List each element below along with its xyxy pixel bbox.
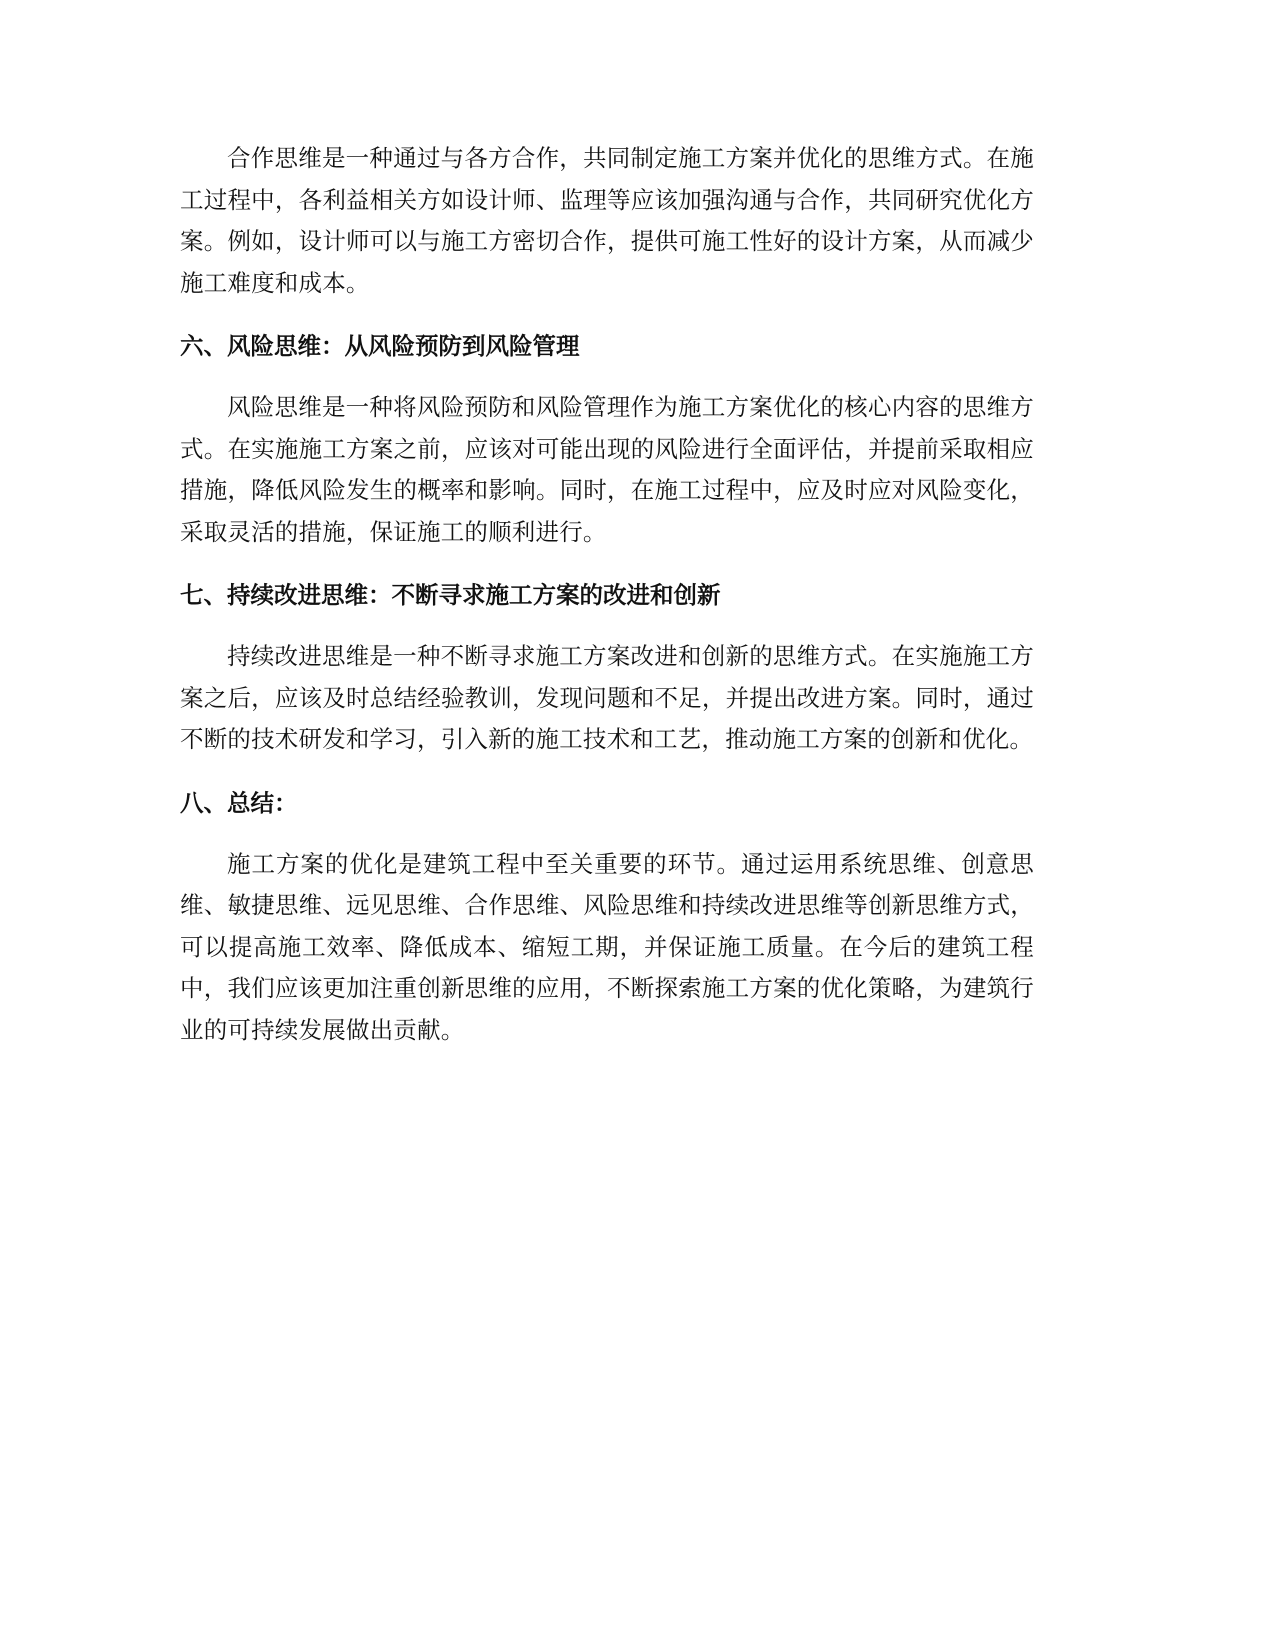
paragraph-summary: 施工方案的优化是建筑工程中至关重要的环节。通过运用系统思维、创意思维、敏捷思维、远见思维、合作思维、风险思维和持续改进思维等创新思维方式，可以提高施工效率、降低成本、缩短工期，并保证施工质量。在今后的建筑工程中，我们应该更加注重创新思维的应用，不断探索施工方案的优化策略，为建筑行业的可持续发展做出贡献。: [180, 849, 1034, 1044]
section-heading-six: 六、风险思维：从风险预防到风险管理: [180, 332, 580, 360]
document-page: [180, 138, 1034, 1073]
section-heading-eight: 八、总结：: [180, 788, 298, 817]
paragraph-cooperative-thinking: 合作思维是一种通过与各方合作，共同制定施工方案并优化的思维方式。在施工过程中，各利益相关方如设计师、监理等应该加强沟通与合作，共同研究优化方案。例如，设计师可以与施工方密切合作，提供可施工性好的设计方案，从而减少施工难度和成本。: [180, 144, 1034, 297]
paragraph-risk-thinking: 风险思维是一种将风险预防和风险管理作为施工方案优化的核心内容的思维方式。在实施施工方案之前，应该对可能出现的风险进行全面评估，并提前采取相应措施，降低风险发生的概率和影响。同时，在施工过程中，应及时应对风险变化，采取灵活的措施，保证施工的顺利进行。: [180, 393, 1034, 546]
section-heading-seven: 七、持续改进思维：不断寻求施工方案的改进和创新: [180, 581, 721, 609]
paragraph-continuous-improvement: 持续改进思维是一种不断寻求施工方案改进和创新的思维方式。在实施施工方案之后，应该及时总结经验教训，发现问题和不足，并提出改进方案。同时，通过不断的技术研发和学习，引入新的施工技术和工艺，推动施工方案的创新和优化。: [180, 642, 1034, 753]
